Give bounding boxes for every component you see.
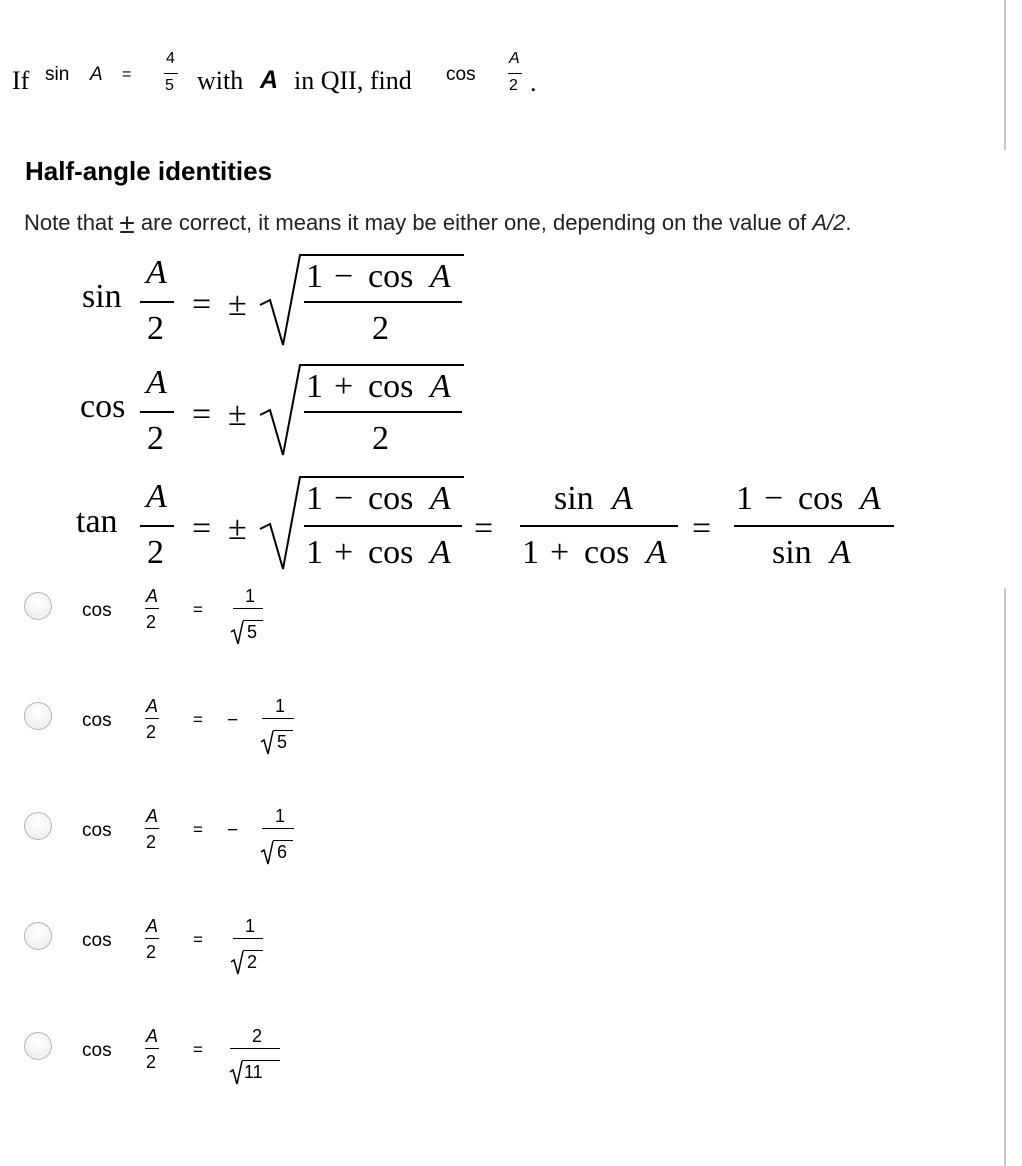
f3-d-ca: A (430, 534, 451, 571)
answer-options (0, 580, 1000, 1100)
f2-one: 1 (306, 368, 323, 405)
f2-den: 2 (372, 420, 389, 457)
f3-m-sin: sin (554, 480, 594, 517)
f3-r-one: 1 (736, 480, 753, 517)
option-1-den: 5 (247, 622, 258, 642)
f3-r-ca: A (860, 480, 881, 517)
option-2-a: A (146, 696, 159, 716)
question-den: 5 (165, 77, 174, 94)
option-2-radio[interactable] (24, 702, 52, 730)
formulas-svg (0, 245, 1000, 575)
f3-r-minus: − (764, 480, 784, 517)
f3-eq3: = (692, 510, 712, 547)
f2-pm: ± (228, 396, 247, 433)
note-before: Note that (24, 210, 114, 235)
f1-eq: = (192, 286, 212, 323)
option-4[interactable] (0, 910, 600, 1010)
f3-eq2: = (474, 510, 494, 547)
option-3[interactable] (0, 800, 600, 900)
option-3-den: 6 (277, 842, 288, 862)
option-5-num: 2 (252, 1026, 263, 1046)
note-pm: ± (119, 208, 135, 239)
option-5-sqrt-icon (229, 1058, 243, 1088)
option-2-fn: cos (82, 710, 112, 731)
question-rest: in QII, find (294, 66, 412, 95)
option-3-eq: = (193, 820, 203, 839)
f2-eq: = (192, 396, 212, 433)
option-1-eq: = (193, 600, 203, 619)
option-1-fn: cos (82, 600, 112, 621)
option-2-den: 5 (277, 732, 288, 752)
option-5-eq: = (193, 1040, 203, 1059)
right-border-top (1004, 0, 1006, 150)
question-var-a: A (90, 64, 103, 85)
question-num: 4 (166, 50, 175, 67)
option-5-a: A (146, 1026, 159, 1046)
f3-eq: = (192, 510, 212, 547)
f2-cos: cos (368, 368, 414, 405)
question-bold-a: A (260, 66, 279, 94)
option-4-radio[interactable] (24, 922, 52, 950)
option-2-num: 1 (275, 696, 286, 716)
f1-a: A (146, 254, 167, 291)
question-prefix: If (12, 66, 30, 95)
option-2-eq: = (193, 710, 203, 729)
f3-d-cos: cos (368, 534, 414, 571)
f3-m-plus: + (550, 534, 570, 571)
question-period: . (530, 68, 537, 97)
option-4-fn: cos (82, 930, 112, 951)
option-1-sqrt-icon (230, 618, 244, 648)
f1-den: 2 (372, 310, 389, 347)
f3-d-one: 1 (306, 534, 323, 571)
panel-title: Half-angle identities (25, 156, 273, 186)
f3-m-ca: A (646, 534, 667, 571)
identities-panel (0, 150, 1022, 580)
option-4-eq: = (193, 930, 203, 949)
f1-ca: A (430, 258, 451, 295)
f3-a: A (146, 478, 167, 515)
option-3-sign: − (227, 820, 239, 841)
option-1-num: 1 (245, 586, 256, 606)
option-5-den: 11 (244, 1062, 263, 1082)
f3-m-cos: cos (584, 534, 630, 571)
f1-one: 1 (306, 258, 323, 295)
f3-fn: tan (76, 503, 118, 540)
option-4-sqrt-icon (230, 948, 244, 978)
question-with: with (197, 66, 244, 95)
f1-cos: cos (368, 258, 414, 295)
question-cos: cos (446, 64, 476, 85)
f2-a: A (146, 364, 167, 401)
question-half-num: A (509, 50, 520, 67)
option-1-a: A (146, 586, 159, 606)
question-text (0, 0, 1000, 120)
f2-fn: cos (80, 388, 126, 425)
question-eq: = (122, 66, 132, 83)
option-3-fn: cos (82, 820, 112, 841)
option-4-num: 1 (245, 916, 256, 936)
option-3-sqrt-icon (260, 838, 274, 868)
f1-fn: sin (82, 278, 122, 315)
option-3-a: A (146, 806, 159, 826)
f2-plus: + (334, 368, 354, 405)
f3-n-ca: A (430, 480, 451, 517)
option-1[interactable] (0, 580, 600, 680)
f3-n-cos: cos (368, 480, 414, 517)
option-5-radio[interactable] (24, 1032, 52, 1060)
option-4-a: A (146, 916, 159, 936)
right-border-bottom (1004, 588, 1006, 1166)
f3-r-sin: sin (772, 534, 812, 571)
option-3-radio[interactable] (24, 812, 52, 840)
f3-r-sa: A (830, 534, 851, 571)
option-4-two: 2 (146, 942, 157, 962)
option-1-radio[interactable] (24, 592, 52, 620)
f1-minus: − (334, 258, 354, 295)
f3-two: 2 (147, 534, 164, 571)
f3-m-one: 1 (522, 534, 539, 571)
panel-note (24, 208, 851, 240)
f3-d-plus: + (334, 534, 354, 571)
option-2[interactable] (0, 690, 600, 790)
option-2-sqrt-icon (260, 728, 274, 758)
option-3-num: 1 (275, 806, 286, 826)
note-var: A/2 (812, 210, 846, 235)
f3-n-minus: − (334, 480, 354, 517)
f3-n-one: 1 (306, 480, 323, 517)
question-half-den: 2 (509, 77, 518, 94)
f1-pm: ± (228, 286, 247, 323)
option-5[interactable] (0, 1020, 600, 1120)
f2-two: 2 (147, 420, 164, 457)
option-2-two: 2 (146, 722, 157, 742)
option-5-fn: cos (82, 1040, 112, 1061)
option-2-sign: − (227, 710, 239, 731)
f3-pm: ± (228, 510, 247, 547)
f3-r-cos: cos (798, 480, 844, 517)
option-5-two: 2 (146, 1052, 157, 1072)
option-1-two: 2 (146, 612, 157, 632)
f3-m-sa: A (612, 480, 633, 517)
option-3-two: 2 (146, 832, 157, 852)
note-end: . (845, 210, 852, 235)
option-4-den: 2 (247, 952, 258, 972)
note-after: are correct, it means it may be either one, depending on the value of (140, 210, 807, 235)
question-sin: sin (45, 64, 70, 85)
f1-two: 2 (147, 310, 164, 347)
f2-ca: A (430, 368, 451, 405)
